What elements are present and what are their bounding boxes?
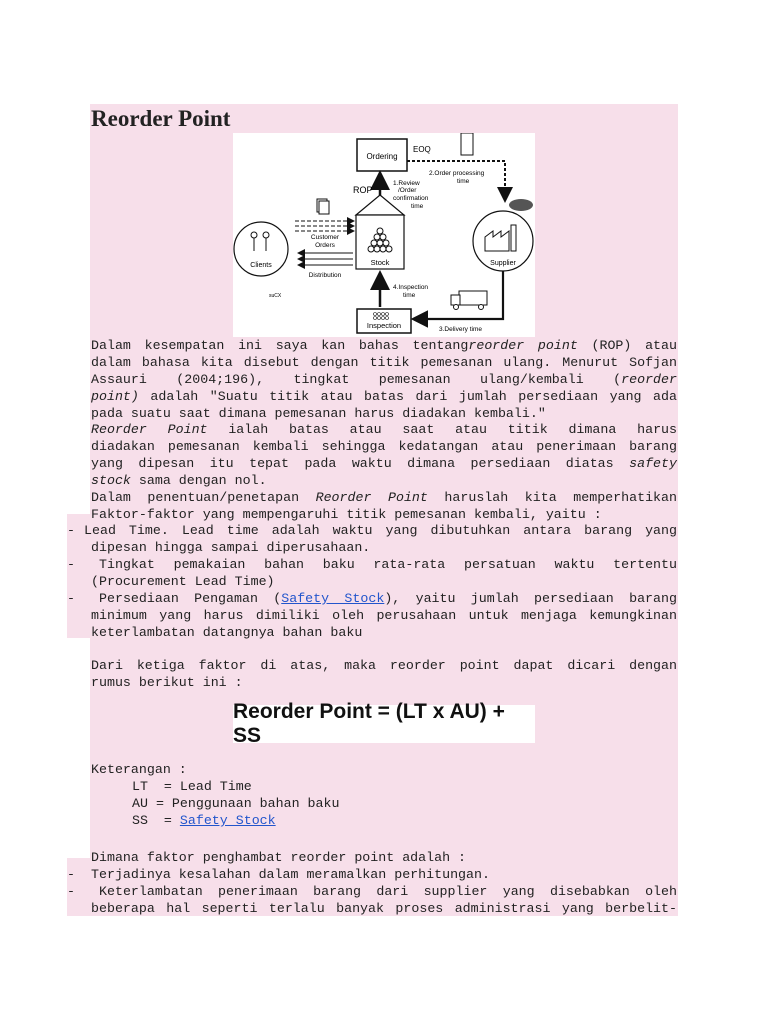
- text-line: diadakan pemesanan kembali sehingga kedatangan atau penerimaan barang: [91, 439, 677, 454]
- stock-label: Stock: [370, 258, 390, 267]
- list-bullet: -: [67, 591, 75, 606]
- reorder-point-diagram: [233, 133, 535, 337]
- step1-label-c: confirmation: [393, 195, 429, 202]
- list-item-line: Persediaan Pengaman (Safety Stock), yaitu jumlah persediaan barang: [99, 591, 677, 606]
- rop-label: ROP: [353, 185, 373, 195]
- formula-image: [233, 700, 535, 747]
- list-bullet: -: [67, 884, 75, 899]
- ordering-label: Ordering: [366, 152, 398, 161]
- list-item-line: Tingkat pemakaian bahan baku rata-rata persatuan waktu tertentu: [99, 557, 677, 572]
- list-bullet: -: [67, 867, 75, 882]
- text-line: yang dipesan itu tepat pada waktu dimana persediaan diatas safety: [91, 456, 677, 471]
- step1-label-a: 1.Review: [393, 180, 420, 187]
- list-item-line: (Procurement Lead Time): [91, 574, 275, 589]
- list-item-line: Keterlambatan penerimaan barang dari supplier yang disebabkan oleh: [99, 884, 677, 899]
- step4-label-b: time: [403, 292, 416, 299]
- text-line: pada suatu saat dimana pemesanan harus diadakan kembali.": [91, 406, 546, 421]
- text-line: point) adalah "Suatu titik atau batas dari jumlah persediaan yang ada: [91, 389, 677, 404]
- text-line: Assauri (2004;196), tingkat pemesanan ulang/kembali (reorder: [91, 372, 677, 387]
- safety-stock-link[interactable]: Safety Stock: [281, 591, 385, 606]
- diagram-svg: [233, 133, 535, 337]
- text-line: rumus berikut ini :: [91, 675, 243, 690]
- distribution-label: Distribution: [308, 272, 342, 279]
- safety-stock-link[interactable]: Safety Stock: [179, 813, 276, 828]
- text-line: stock sama dengan nol.: [91, 473, 267, 488]
- eoq-box: [461, 133, 473, 155]
- customer-orders-a: Customer: [310, 234, 340, 241]
- list-bullet: -: [67, 523, 75, 538]
- customer-orders-b: Orders: [315, 242, 335, 249]
- list-item-line: Lead Time. Lead time adalah waktu yang dibutuhkan antara barang yang: [84, 523, 677, 538]
- corner-mark: suCX: [269, 293, 282, 299]
- text-line: Dari ketiga faktor di atas, maka reorder point dapat dicari dengan: [91, 658, 677, 673]
- page-title: Reorder Point: [91, 106, 231, 131]
- legend-line: LT = Lead Time: [132, 779, 252, 794]
- list-item-line: keterlambatan datangnya bahan baku: [91, 625, 363, 640]
- list-item-line: minimum yang harus dimiliki oleh perusahaan untuk menjaga kemungkinan: [91, 608, 677, 623]
- text-line: Dimana faktor penghambat reorder point adalah :: [91, 850, 467, 865]
- text-line: Dalam penentuan/penetapan Reorder Point haruslah kita memperhatikan: [91, 490, 677, 505]
- text-line: Dalam kesempatan ini saya kan bahas tentangreorder point (ROP) atau: [91, 338, 677, 353]
- list-item-line: Terjadinya kesalahan dalam meramalkan perhitungan.: [91, 867, 490, 882]
- clients-label: Clients: [250, 262, 272, 269]
- legend-heading: Keterangan :: [91, 762, 187, 777]
- step2-label-b: time: [457, 178, 470, 185]
- text-line: dalam bahasa kita disebut dengan titik pemesanan ulang. Menurut Sofjan: [91, 355, 677, 370]
- text-line: Reorder Point ialah batas atau saat atau titik dimana harus: [91, 422, 678, 437]
- eoq-label: EOQ: [413, 145, 431, 154]
- list-bullet: -: [67, 557, 75, 572]
- list-item-line: beberapa hal seperti terlalu banyak proses administrasi yang berbelit-: [91, 901, 677, 916]
- inspection-label: Inspection: [366, 321, 402, 330]
- supplier-label: Supplier: [490, 260, 516, 267]
- legend-line: AU = Penggunaan bahan baku: [132, 796, 340, 811]
- step1-label-b: /Order: [398, 187, 417, 194]
- step1-label-d: time: [411, 203, 424, 210]
- formula-text: Reorder Point = (LT x AU) + SS: [233, 700, 505, 747]
- text-line: Faktor-faktor yang mempengaruhi titik pemesanan kembali, yaitu :: [91, 507, 602, 522]
- order-flow-dotted: [407, 161, 505, 199]
- step2-label-a: 2.Order processing: [429, 170, 485, 177]
- legend-line: SS = Safety Stock: [132, 813, 276, 828]
- step3-label: 3.Delivery time: [439, 326, 482, 333]
- step4-label-a: 4.Inspection: [393, 284, 429, 291]
- list-item-line: dipesan hingga sampai diperusahaan.: [91, 540, 371, 555]
